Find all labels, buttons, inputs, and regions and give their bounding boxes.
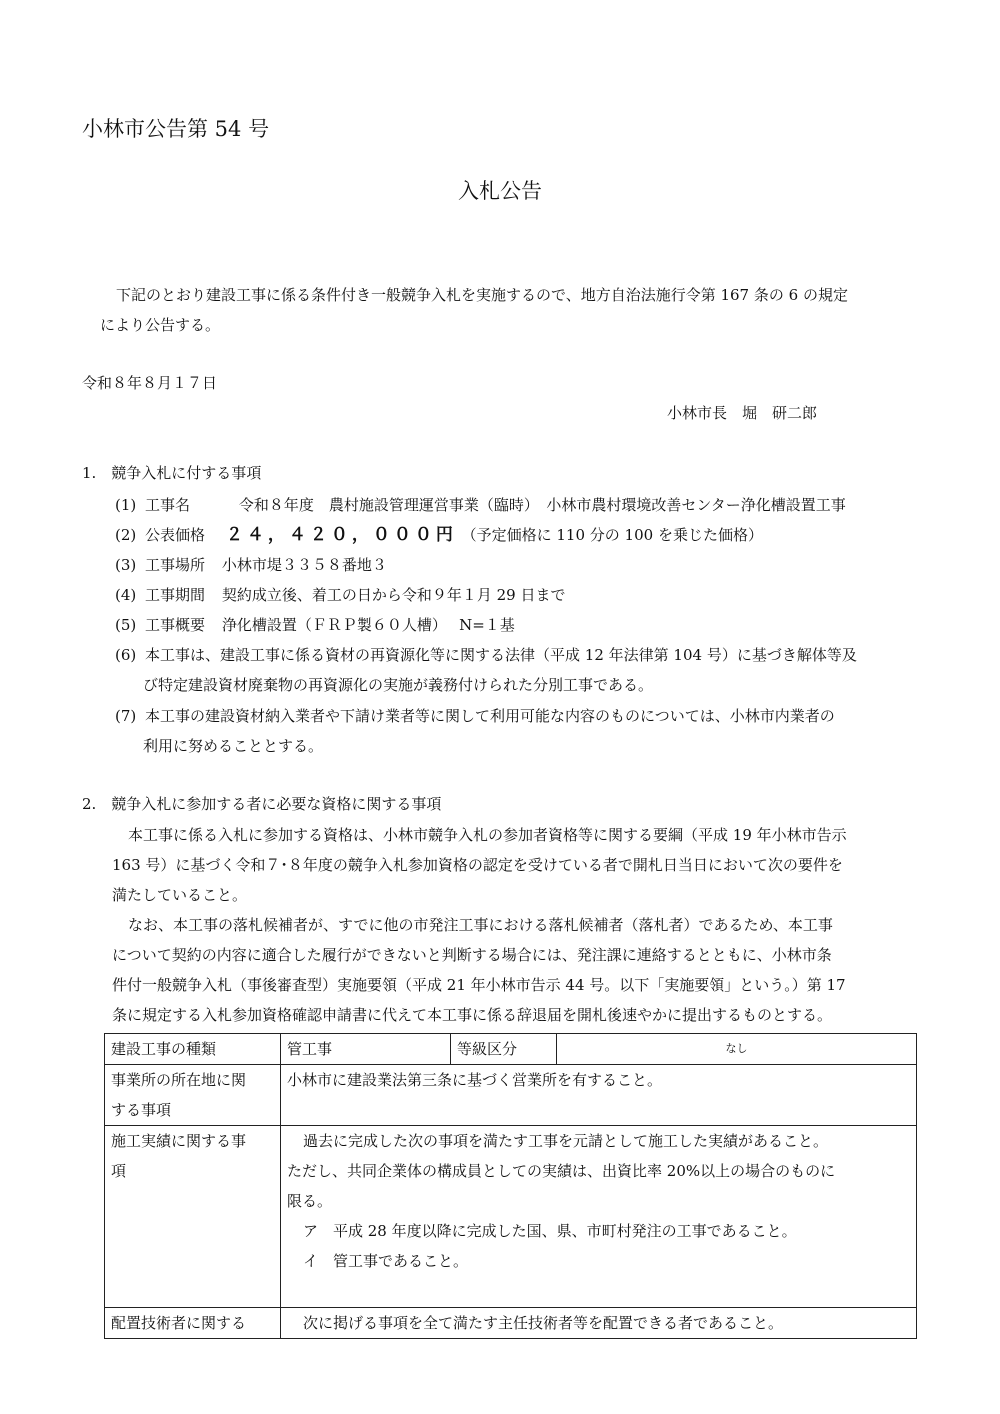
cell-line: 項 — [111, 1162, 127, 1180]
table-row — [105, 1065, 917, 1126]
item-text: 本工事は、建設工事に係る資材の再資源化等に関する法律（平成 12 年法律第 104 号）に基づき解体等及 — [145, 646, 857, 664]
paragraph-line: 本工事に係る入札に参加する資格は、小林市競争入札の参加者資格等に関する要綱（平成 19 年小林市告示 — [128, 826, 847, 844]
notice-number: 小林市公告第 54 号 — [82, 117, 270, 141]
cell-line: ア 平成 28 年度以降に完成した国、県、市町村発注の工事であること。 — [303, 1222, 797, 1240]
item-value: 小林市堤３３５８番地３ — [221, 556, 387, 574]
item-value: 契約成立後、着工の日から令和９年１月 29 日まで — [221, 586, 566, 604]
item-text: 本工事の建設資材納入業者や下請け業者等に関して利用可能な内容のものについては、小林市内業者の — [145, 707, 835, 725]
paragraph-line: 件付一般競争入札（事後審査型）実施要領（平成 21 年小林市告示 44 号。以下「実施要領」という。）第 17 — [112, 976, 846, 994]
item-6-recycling-law — [115, 640, 857, 700]
item-number: (7) — [115, 707, 137, 725]
section-2-heading: 2. 競争入札に参加する者に必要な資格に関する事項 — [82, 795, 442, 813]
item-number: (2) — [115, 526, 137, 544]
item-3-location — [115, 550, 387, 580]
table-header-cell: 建設工事の種類 — [105, 1034, 281, 1065]
table-cell — [281, 1126, 917, 1308]
cell-line: 過去に完成した次の事項を満たす工事を元請として施工した実績があること。 — [303, 1132, 829, 1150]
document-title: 入札公告 — [458, 179, 542, 203]
item-label: 工事場所 — [145, 556, 206, 574]
item-number: (6) — [115, 646, 137, 664]
table-header-cell — [105, 1126, 281, 1308]
item-number: (1) — [115, 496, 137, 514]
price-value: ２４，４２０，０００円 — [225, 525, 457, 545]
item-value: 令和８年度 農村施設管理運営事業（臨時） 小林市農村環境改善センター浄化槽設置工事 — [238, 496, 846, 514]
cell-line: イ 管工事であること。 — [303, 1252, 469, 1270]
item-value: 浄化槽設置（ＦＲＰ製６０人槽） N=１基 — [221, 616, 515, 634]
paragraph-line: なお、本工事の落札候補者が、すでに他の市発注工事における落札候補者（落札者）であるため、本工事 — [128, 916, 833, 934]
cell-line: 事業所の所在地に関 — [111, 1071, 247, 1089]
item-5-outline — [115, 610, 515, 640]
section-2-paragraph-2 — [112, 910, 922, 1030]
item-label: 工事名 — [145, 496, 191, 514]
item-4-period — [115, 580, 565, 610]
cell-line: 次に掲げる事項を全て満たす主任技術者等を配置できる者であること。 — [303, 1314, 784, 1332]
qualification-table — [104, 1033, 917, 1339]
item-number: (3) — [115, 556, 137, 574]
cell-line: する事項 — [111, 1101, 172, 1119]
intro-line: 下記のとおり建設工事に係る条件付き一般競争入札を実施するので、地方自治法施行令第 167 条の 6 の規定 — [116, 286, 848, 304]
table-cell: なし — [557, 1034, 917, 1065]
cell-line: ただし、共同企業体の構成員としての実績は、出資比率 20%以上の場合のものに — [287, 1162, 836, 1180]
table-row — [105, 1308, 917, 1339]
paragraph-line: 163 号）に基づく令和７･８年度の競争入札参加資格の認定を受けている者で開札日当日において次の要件を — [112, 856, 843, 874]
item-number: (5) — [115, 616, 137, 634]
intro-paragraph — [100, 280, 925, 340]
item-2-public-price — [115, 520, 763, 550]
paragraph-line: について契約の内容に適合した履行ができないと判断する場合には、発注課に連絡するとともに、小林市条 — [112, 946, 832, 964]
item-number: (4) — [115, 586, 137, 604]
section-2-paragraph-1 — [112, 820, 922, 910]
table-row — [105, 1126, 917, 1308]
item-label: 公表価格 — [145, 526, 206, 544]
paragraph-line: 満たしていること。 — [112, 886, 248, 904]
table-cell: 小林市に建設業法第三条に基づく営業所を有すること。 — [281, 1065, 917, 1126]
table-header-cell — [105, 1065, 281, 1126]
intro-line: により公告する。 — [100, 316, 221, 334]
table-header-cell: 配置技術者に関する — [105, 1308, 281, 1339]
notice-date: 令和８年８月１７日 — [82, 374, 218, 392]
table-cell — [281, 1308, 917, 1339]
table-header-cell: 等級区分 — [451, 1034, 557, 1065]
item-text: 利用に努めることとする。 — [143, 737, 324, 755]
paragraph-line: 条に規定する入札参加資格確認申請書に代えて本工事に係る辞退届を開札後速やかに提出するものとする。 — [112, 1006, 833, 1024]
section-1-heading: 1. 競争入札に付する事項 — [82, 464, 262, 482]
cell-line: 施工実績に関する事 — [111, 1132, 247, 1150]
table-row — [105, 1034, 917, 1065]
cell-line: 限る。 — [287, 1192, 333, 1210]
item-label: 工事期間 — [145, 586, 206, 604]
item-label: 工事概要 — [145, 616, 206, 634]
table-cell: 管工事 — [281, 1034, 451, 1065]
item-text: び特定建設資材廃棄物の再資源化の実施が義務付けられた分別工事である。 — [143, 676, 654, 694]
issuer-name: 小林市長 堀 研二郎 — [667, 404, 818, 422]
price-note: （予定価格に 110 分の 100 を乗じた価格） — [461, 526, 763, 544]
item-7-local-contractors — [115, 701, 835, 761]
item-1-construction-name — [115, 490, 846, 520]
